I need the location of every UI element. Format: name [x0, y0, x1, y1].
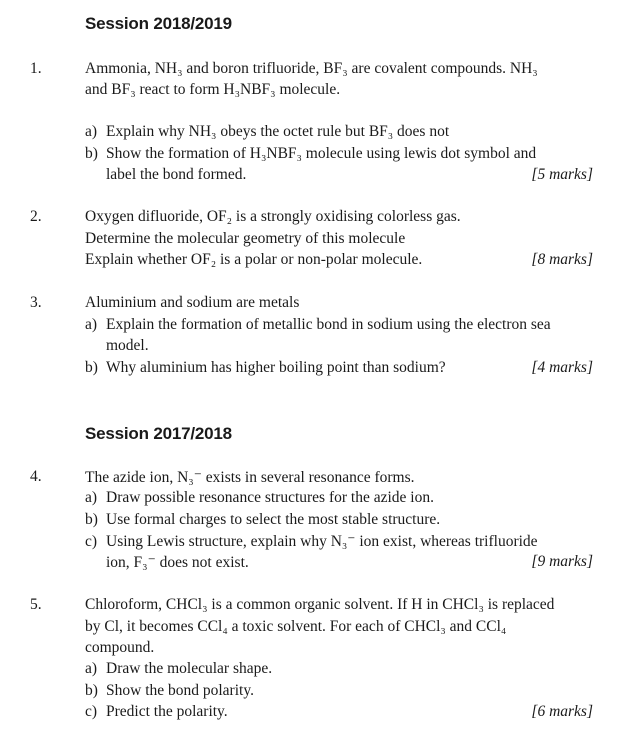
sub-question-label: a)	[85, 316, 98, 333]
sub-question	[85, 123, 449, 141]
sub-question-text: Use formal charges to select the most stable structure.	[106, 511, 441, 528]
question-text: by Cl, it becomes CCl₄ a toxic solvent. For each of CHCl₃ and CCl₄	[85, 618, 507, 635]
sub-question	[85, 145, 536, 163]
sub-question	[85, 511, 440, 529]
sub-question	[85, 359, 446, 377]
marks-label: [8 marks]	[531, 251, 593, 268]
sub-question-text: Using Lewis structure, explain why N₃⁻ ion exist, whereas trifluoride	[106, 533, 538, 550]
marks-label: [6 marks]	[531, 703, 593, 720]
question-number: 4.	[30, 468, 42, 485]
sub-question-text: label the bond formed.	[106, 166, 247, 183]
sub-question-label: a)	[85, 660, 98, 677]
question-text: Determine the molecular geometry of this molecule	[85, 230, 406, 247]
sub-question	[85, 660, 272, 678]
sub-question-label: a)	[85, 489, 98, 506]
marks-label: [4 marks]	[531, 359, 593, 376]
question-text: Explain whether OF₂ is a polar or non-polar molecule.	[85, 251, 423, 268]
sub-question-label: b)	[85, 359, 98, 376]
question-text: Ammonia, NH₃ and boron trifluoride, BF₃ are covalent compounds. NH₃	[85, 60, 538, 77]
sub-question-text: Predict the polarity.	[106, 703, 228, 720]
sub-question-label: b)	[85, 511, 98, 528]
session-heading: Session 2018/2019	[85, 14, 232, 33]
marks-label: [5 marks]	[531, 166, 593, 183]
sub-question-text: Explain the formation of metallic bond in sodium using the electron sea	[106, 316, 551, 333]
sub-question-text: Explain why NH₃ obeys the octet rule but BF₃ does not	[106, 123, 450, 140]
sub-question	[85, 489, 434, 507]
sub-question	[85, 682, 254, 700]
question-number: 2.	[30, 208, 42, 225]
sub-question	[85, 532, 538, 551]
question-text: Aluminium and sodium are metals	[85, 294, 300, 311]
question-number: 1.	[30, 60, 42, 77]
question-text: The azide ion, N₃⁻ exists in several resonance forms.	[85, 469, 415, 486]
sub-question-text: Show the formation of H₃NBF₃ molecule using lewis dot symbol and	[106, 145, 537, 162]
sub-question-label: b)	[85, 682, 98, 699]
session-heading: Session 2017/2018	[85, 424, 232, 443]
question-number: 3.	[30, 294, 42, 311]
sub-question-text: ion, F₃⁻ does not exist.	[106, 554, 249, 571]
sub-question-label: a)	[85, 123, 98, 140]
question-text: Chloroform, CHCl₃ is a common organic solvent. If H in CHCl₃ is replaced	[85, 596, 555, 613]
sub-question-text: Why aluminium has higher boiling point than sodium?	[106, 359, 446, 376]
sub-question-text: Draw possible resonance structures for the azide ion.	[106, 489, 434, 506]
question-number: 5.	[30, 596, 42, 613]
question-text: and BF₃ react to form H₃NBF₃ molecule.	[85, 81, 341, 98]
sub-question-text: Draw the molecular shape.	[106, 660, 273, 677]
question-text: Oxygen difluoride, OF₂ is a strongly oxidising colorless gas.	[85, 208, 461, 225]
sub-question-label: c)	[85, 533, 98, 550]
sub-question-text: Show the bond polarity.	[106, 682, 254, 699]
sub-question	[85, 316, 551, 334]
sub-question-text: model.	[106, 337, 149, 354]
sub-question-label: b)	[85, 145, 98, 162]
sub-question	[85, 703, 228, 721]
sub-question-label: c)	[85, 703, 98, 720]
question-text: compound.	[85, 639, 155, 656]
marks-label: [9 marks]	[531, 553, 593, 570]
